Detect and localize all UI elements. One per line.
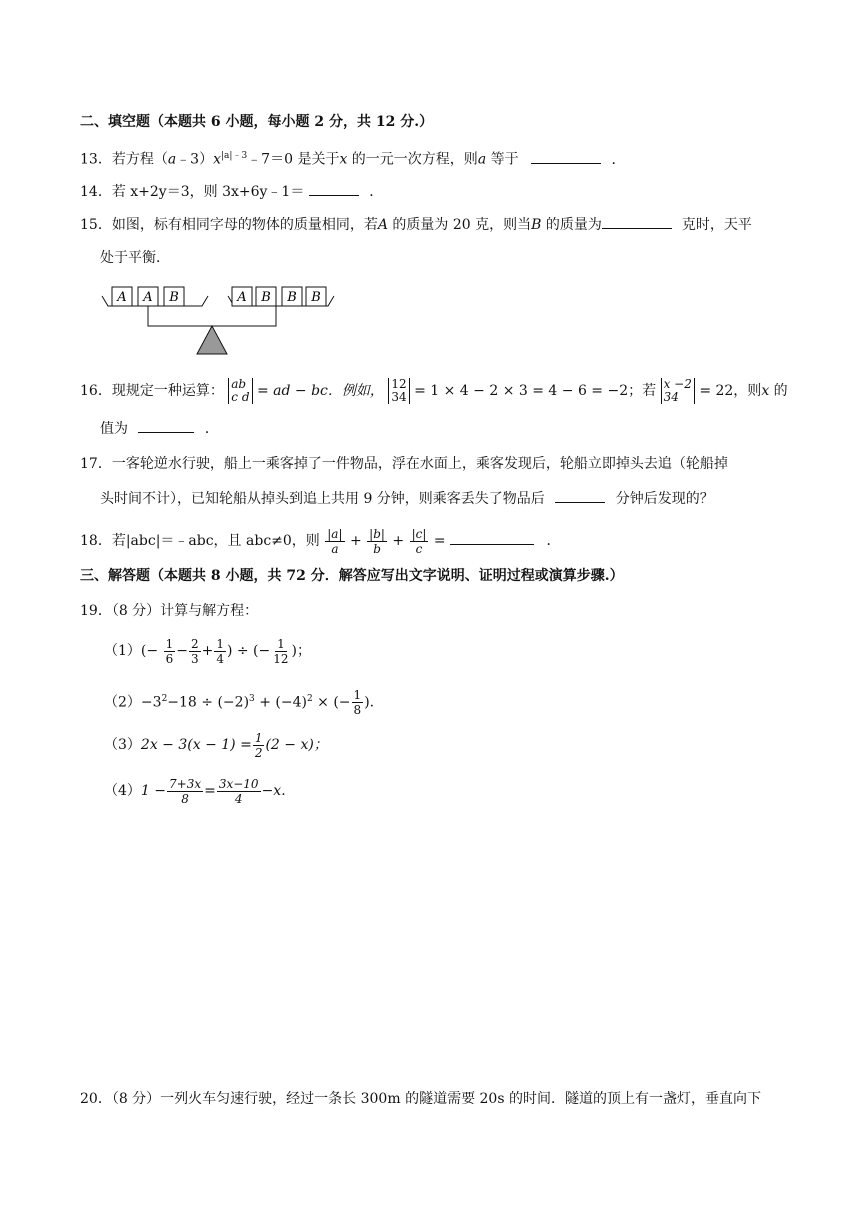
question-14: 14．若 x+2y＝3，则 3x+6y﹣1＝ ． (80, 181, 383, 202)
box-label: B (311, 290, 321, 305)
determinant: ab c d (228, 378, 252, 404)
fraction: $\frac{3x-10}{4}$ (218, 776, 259, 806)
question-19-part4: （4）1 − $\frac{7+3x}{8}$ = $\frac{3x-10}{4}$ −x. (104, 776, 286, 806)
question-16-line2: 值为 ． (100, 418, 219, 439)
box-label: A (143, 290, 153, 305)
question-13: 13．若方程$(a﹣3)x^{|a|﹣3}﹣7=0$ 是关于x 的一元一次方程，则a 等于 ． (80, 146, 626, 170)
question-17: 17．一客轮逆水行驶，船上一乘客掉了一件物品，浮在水面上，乘客发现后，轮船立即掉头去追（轮船掉 (80, 456, 728, 472)
box-label: A (117, 290, 127, 305)
answer-blank[interactable] (555, 488, 605, 503)
fraction: $\frac{1}{12}$ (273, 636, 289, 666)
fraction: $\frac{1}{4}$ (216, 636, 224, 666)
fraction: $\frac{|a|}{a}$ (327, 526, 343, 556)
balance-scale-figure (100, 282, 340, 358)
beam (148, 306, 276, 326)
fulcrum-triangle (197, 326, 227, 354)
fraction: $\frac{1}{2}$ (254, 730, 263, 760)
question-19-part2: $(2)-3^2-18 \div (-2)^3 + (-4)^2$ × (− $\frac{1}{8}$ ). (104, 688, 375, 718)
question-19-head: 19．（8 分）计算与解方程： (80, 603, 259, 619)
determinant: 12 34 (388, 378, 409, 404)
fraction: $\frac{2}{3}$ (190, 636, 199, 666)
fraction: $\frac{1}{8}$ (353, 688, 362, 718)
answer-blank[interactable] (531, 149, 601, 164)
box-label: B (261, 290, 271, 305)
answer-blank[interactable] (450, 530, 534, 545)
right-boxes (232, 287, 326, 306)
question-15: 15．如图，标有相同字母的物体的质量相同，若A 的质量为 20 克，则当B 的质量为 克时，天平 (80, 214, 752, 235)
answer-blank[interactable] (602, 214, 672, 229)
question-19-part1: （1）(− $\frac{1}{6}$ − $\frac{2}{3}$ + $\frac{1}{4}$ ) ÷ (− $\frac{1}{12}$ )； (104, 636, 312, 666)
determinant: x −2 34 (661, 378, 695, 404)
section-heading-solve: 三、解答题（本题共 8 小题，共 72 分．解答应写出文字说明、证明过程或演算步骤.） (80, 568, 624, 584)
question-17-line2: 头时间不计），已知轮船从掉头到追上共用 9 分钟，则乘客丢失了物品后 分钟后发现的？ (100, 488, 714, 509)
question-19-part3: （3）2x − 3(x − 1) = $\frac{1}{2}$ (2 − x)； (104, 730, 328, 760)
box-label: B (287, 290, 297, 305)
section-heading-fill-in: 二、填空题（本题共 6 小题，每小题 2 分，共 12 分.） (80, 114, 434, 130)
question-15-line2: 处于平衡． (100, 250, 170, 266)
box-label: B (169, 290, 179, 305)
fraction: $\frac{|b|}{b}$ (369, 526, 385, 556)
left-boxes (112, 287, 184, 306)
question-18: 18．若|abc|＝﹣abc，且 abc≠0，则 $\frac{|a|}{a}$ + $\frac{|b|}{b}$ + $\frac{|c|}{c}$ = ． (80, 526, 561, 556)
box-label: A (237, 290, 247, 305)
fraction: $\frac{7+3x}{8}$ (169, 776, 202, 806)
fraction: $\frac{1}{6}$ (165, 636, 174, 666)
question-16: 16．现规定一种运算： ab c d = ad − bc．例如， 12 34 = 1 × 4 − 2 × 3 = 4 − 6 = −2；若 x −2 34 = 22，则x 的 (80, 377, 788, 404)
question-number: 13． (80, 151, 112, 168)
question-20: 20．（8 分）一列火车匀速行驶，经过一条长 300m 的隧道需要 20s 的时间．隧道的顶上有一盏灯，垂直向下 (80, 1091, 761, 1107)
answer-blank[interactable] (138, 418, 194, 433)
fraction: $\frac{|c|}{c}$ (411, 526, 427, 556)
answer-blank[interactable] (309, 181, 359, 196)
